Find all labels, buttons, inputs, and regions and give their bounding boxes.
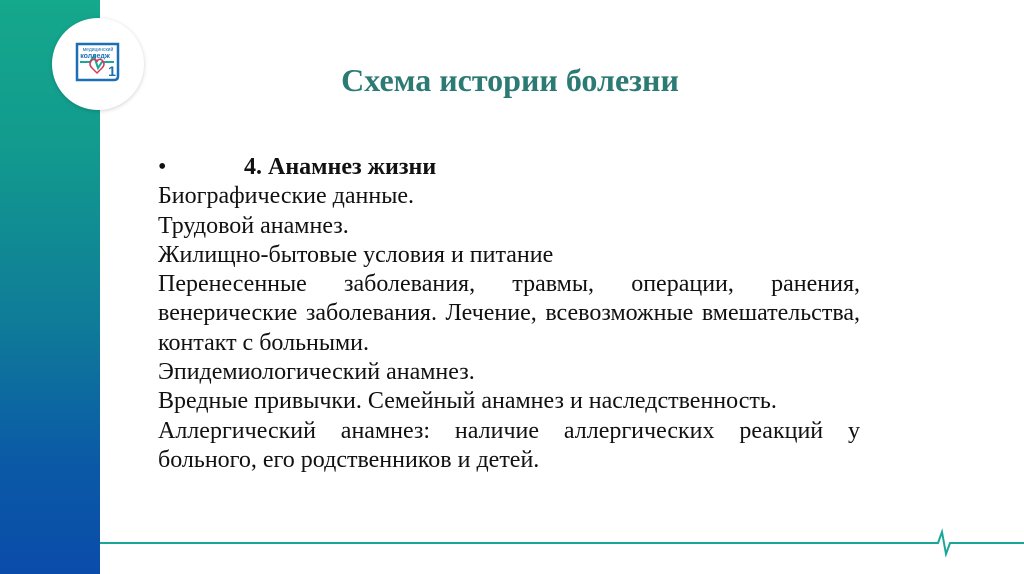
svg-text:медицинский: медицинский <box>82 47 114 53</box>
logo-badge <box>52 18 144 110</box>
paragraph-living-conditions: Жилищно-бытовые условия и питание <box>158 241 554 268</box>
pulse-divider-line <box>100 528 1024 558</box>
paragraph-biographical: Биографические данные. <box>158 183 414 210</box>
paragraph-habits-heredity: Вредные привычки. Семейный анамнез и наследственность. <box>158 388 777 415</box>
medical-college-logo-icon <box>52 18 144 110</box>
paragraph-work-history: Трудовой анамнез. <box>158 212 349 239</box>
paragraph-allergy: Аллергический анамнез: наличие аллергических реакций у больного, его родственников и детей. <box>158 417 860 473</box>
paragraph-epidemiological: Эпидемиологический анамнез. <box>158 359 475 386</box>
content-body <box>158 153 860 475</box>
svg-text:колледж: колледж <box>80 53 110 60</box>
heading-text: 4. Анамнез жизни <box>244 154 437 180</box>
section-heading <box>158 153 860 182</box>
slide-title: Схема истории болезни <box>341 62 679 98</box>
paragraph-past-diseases: Перенесенные заболевания, травмы, операции, ранения, венерические заболевания. Лечение, всевозможные вмешательства, контакт с больными. <box>158 271 860 356</box>
bullet: • <box>158 154 167 180</box>
svg-text:1: 1 <box>108 63 116 79</box>
